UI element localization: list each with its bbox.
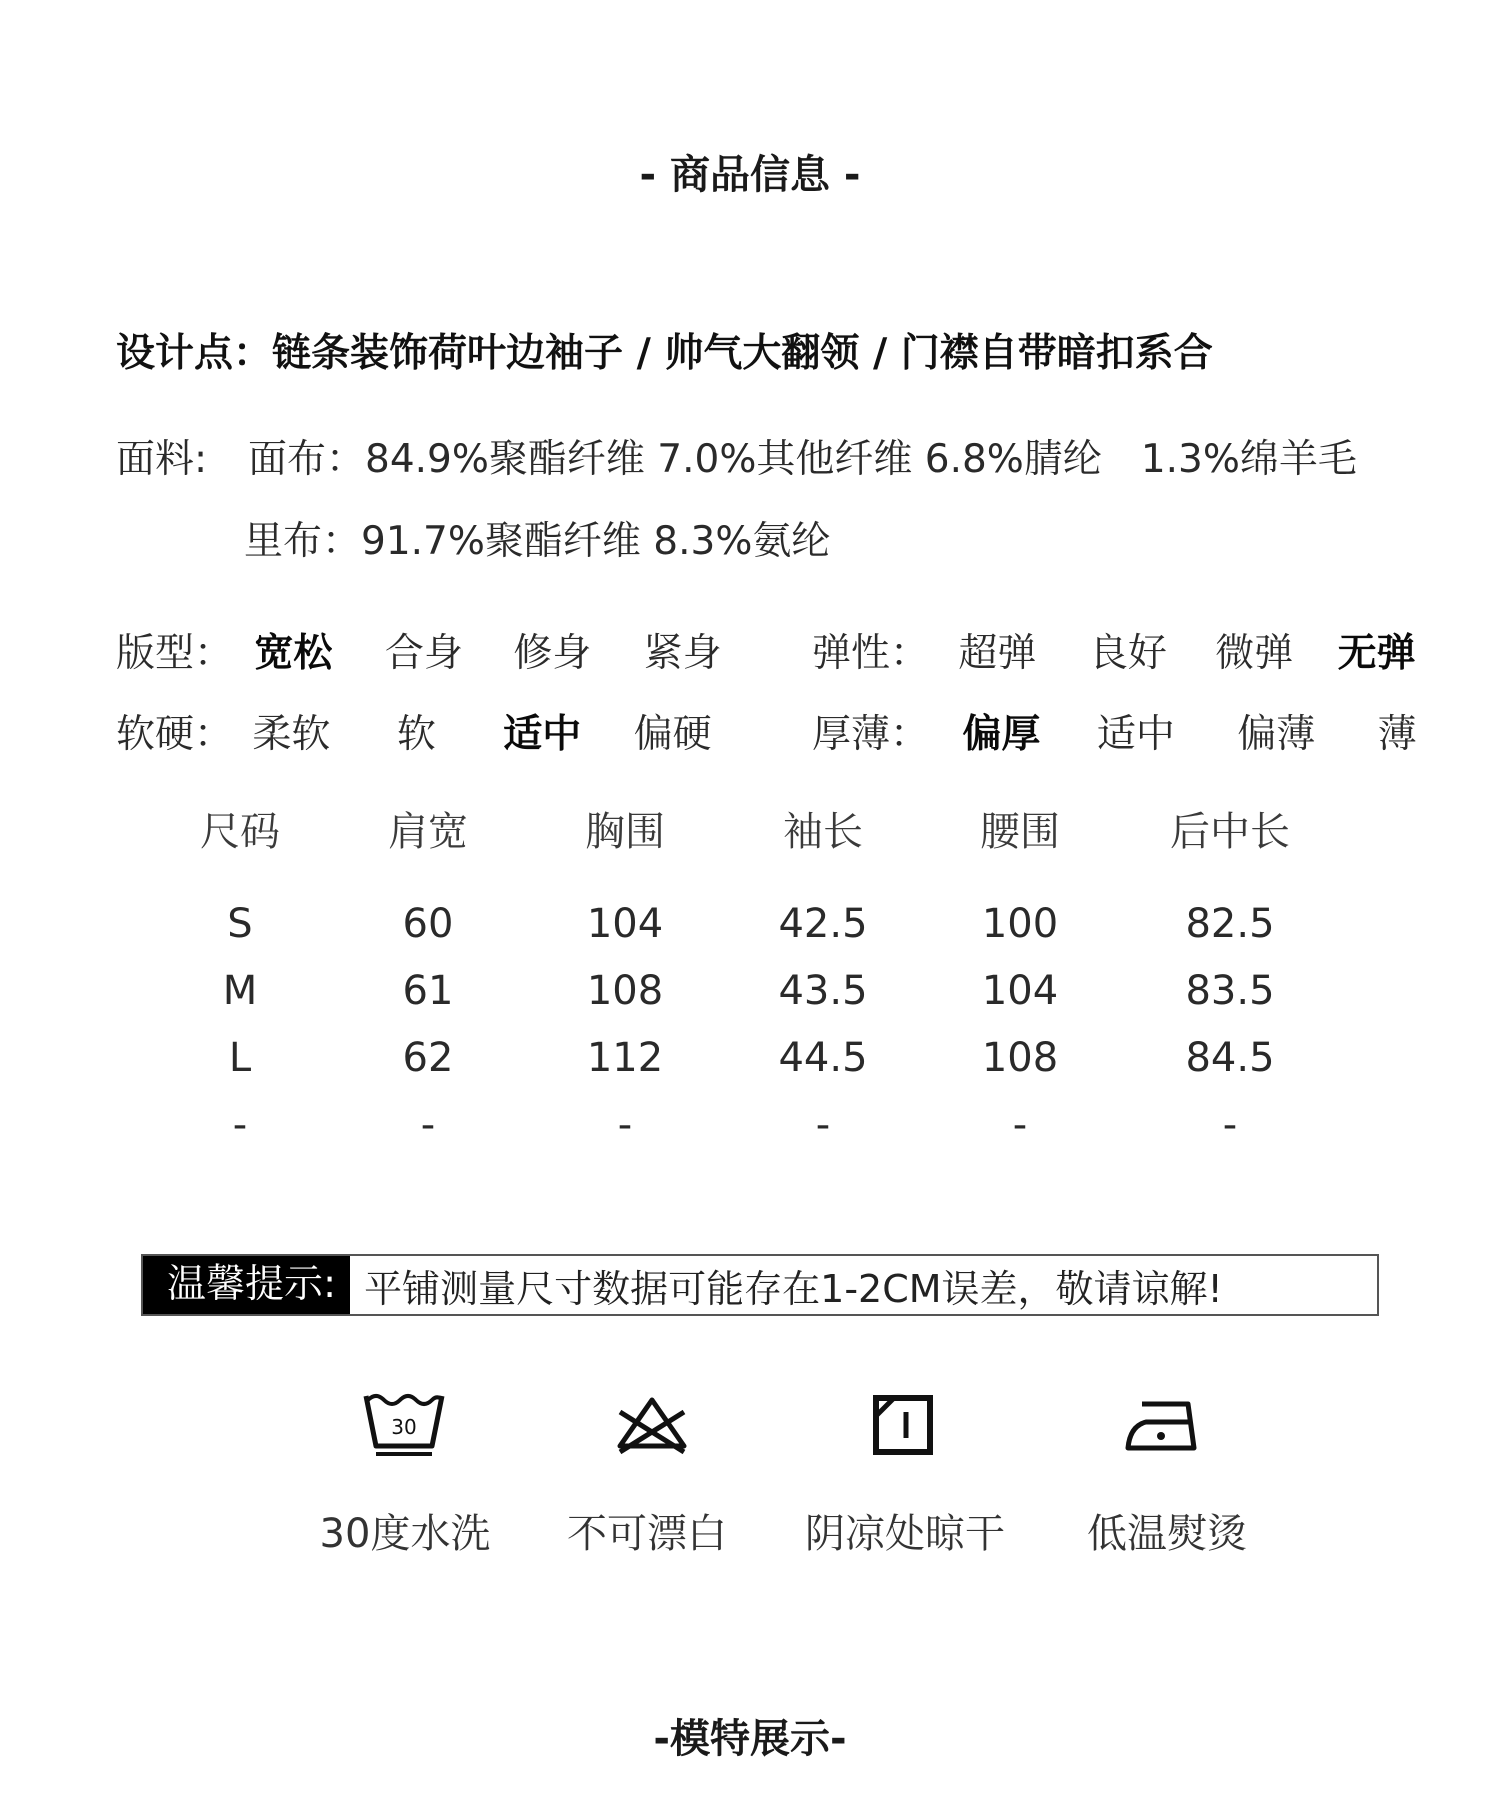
table-cell: 44.5	[778, 1034, 868, 1081]
thickness-row	[812, 703, 1417, 759]
hand-feel-row	[116, 703, 712, 759]
care-label-wash: 30度水洗	[319, 1511, 491, 1557]
header-waist: 腰围	[980, 809, 1060, 855]
elasticity-option: 微弹	[1215, 631, 1294, 676]
table-cell: -	[1222, 1101, 1238, 1148]
table-cell: 100	[981, 900, 1059, 947]
thickness-option: 薄	[1377, 712, 1417, 757]
fit-row	[116, 622, 722, 678]
fit-label: 版型：	[116, 631, 234, 676]
elasticity-label: 弹性：	[812, 631, 930, 676]
table-cell: -	[420, 1101, 436, 1148]
care-label-low-iron: 低温熨烫	[1087, 1511, 1247, 1557]
table-cell: -	[232, 1101, 248, 1148]
table-cell: 108	[586, 967, 664, 1014]
elasticity-row	[812, 622, 1416, 678]
model-display-title: -模特展示-	[653, 1716, 847, 1762]
product-info-title: - 商品信息 -	[639, 152, 861, 198]
table-cell: -	[1012, 1101, 1028, 1148]
design-points: 设计点：链条装饰荷叶边袖子 / 帅气大翻领 / 门襟自带暗扣系合	[116, 331, 1213, 376]
table-row	[150, 1091, 1342, 1158]
table-cell: S	[227, 900, 253, 947]
size-table	[150, 800, 1342, 1158]
table-cell: 42.5	[778, 900, 868, 947]
header-shoulder: 肩宽	[388, 809, 468, 855]
table-cell: 112	[586, 1034, 664, 1081]
table-row	[150, 1024, 1342, 1091]
table-cell: 108	[981, 1034, 1059, 1081]
table-cell: -	[617, 1101, 633, 1148]
wash-temp-text: 30	[391, 1415, 417, 1439]
fit-option: 修身	[513, 631, 592, 676]
fit-option: 紧身	[643, 631, 722, 676]
tip-text: 平铺测量尺寸数据可能存在1-2CM误差，敬请谅解!	[364, 1266, 1223, 1311]
hand-feel-label: 软硬：	[116, 712, 234, 757]
table-cell: 43.5	[778, 967, 868, 1014]
table-cell: M	[222, 967, 258, 1014]
shade-dry-icon	[868, 1390, 938, 1464]
table-cell: 60	[402, 900, 454, 947]
no-bleach-icon	[610, 1390, 694, 1464]
care-label-shade-dry: 阴凉处晾干	[805, 1511, 1005, 1557]
hand-feel-option: 柔软	[252, 712, 331, 757]
table-cell: L	[228, 1034, 252, 1081]
fit-option: 合身	[384, 631, 463, 676]
table-cell: 83.5	[1185, 967, 1275, 1014]
thickness-label: 厚薄：	[812, 712, 930, 757]
elasticity-option: 良好	[1088, 631, 1167, 676]
care-label-no-bleach: 不可漂白	[567, 1511, 727, 1557]
hand-feel-option: 偏硬	[633, 712, 712, 757]
table-cell: 82.5	[1185, 900, 1275, 947]
thickness-option: 偏厚	[962, 712, 1041, 757]
fabric-lining: 里布：91.7%聚酯纤维 8.3%氨纶	[244, 519, 831, 564]
table-row	[150, 890, 1342, 957]
size-table-header	[150, 800, 1342, 890]
elasticity-option: 无弹	[1337, 631, 1416, 676]
table-cell: -	[815, 1101, 831, 1148]
wash-30-icon	[362, 1390, 446, 1464]
table-cell: 61	[402, 967, 454, 1014]
low-iron-icon	[1122, 1390, 1206, 1464]
fit-option: 宽松	[254, 631, 333, 676]
table-cell: 84.5	[1185, 1034, 1275, 1081]
table-cell: 104	[586, 900, 664, 947]
table-cell: 104	[981, 967, 1059, 1014]
hand-feel-option: 软	[396, 712, 436, 757]
header-size: 尺码	[200, 809, 280, 855]
header-back-length: 后中长	[1170, 809, 1290, 855]
header-sleeve: 袖长	[783, 809, 863, 855]
elasticity-option: 超弹	[958, 631, 1037, 676]
fabric-label: 面料:	[116, 437, 208, 482]
table-cell: 62	[402, 1034, 454, 1081]
fabric-face: 面布：84.9%聚酯纤维 7.0%其他纤维 6.8%腈纶 1.3%绵羊毛	[248, 437, 1357, 482]
hand-feel-option: 适中	[503, 712, 582, 757]
header-chest: 胸围	[585, 809, 665, 855]
table-row	[150, 957, 1342, 1024]
thickness-option: 偏薄	[1237, 712, 1316, 757]
tip-label: 温馨提示:	[143, 1256, 350, 1314]
tip-banner	[141, 1254, 1379, 1316]
thickness-option: 适中	[1096, 712, 1175, 757]
